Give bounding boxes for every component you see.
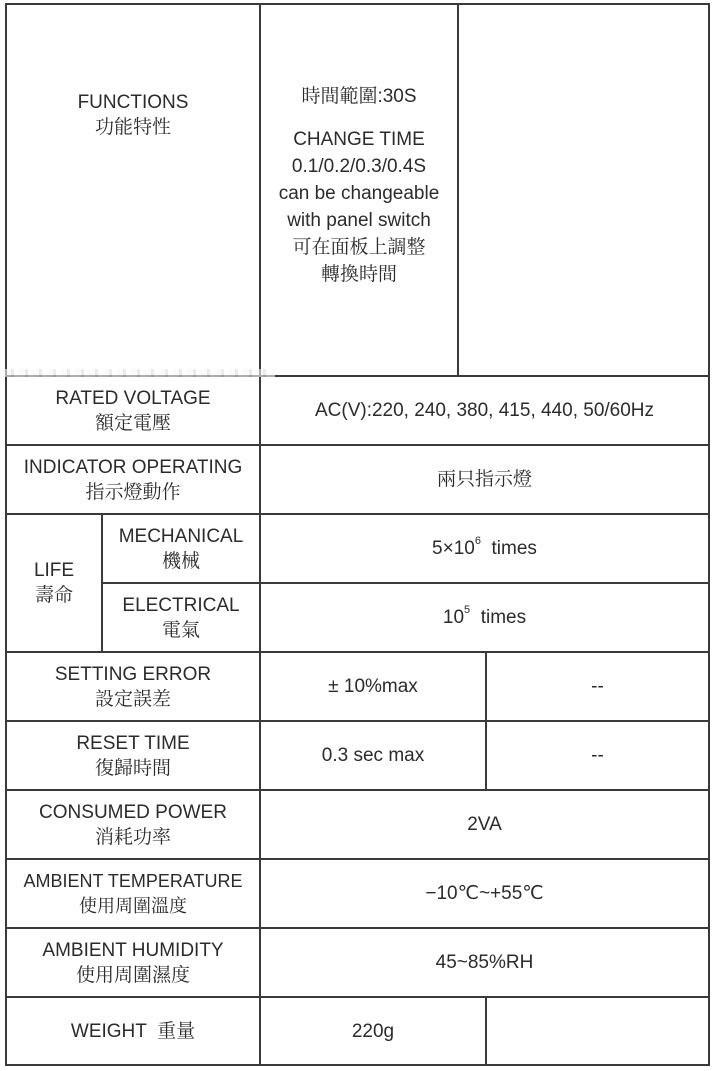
- electrical-unit: times: [480, 607, 527, 628]
- ambient-humidity-label-en: AMBIENT HUMIDITY: [42, 939, 224, 961]
- consumed-power-label-zh: 消耗功率: [94, 826, 171, 848]
- setting-error-value: [261, 653, 485, 720]
- mechanical-base: 5×10: [432, 538, 475, 559]
- reset-time-value-2: [487, 722, 708, 789]
- rated-voltage-text: AC(V):220, 240, 380, 415, 440, 50/60Hz: [314, 400, 655, 421]
- mechanical-unit: times: [491, 538, 537, 559]
- weight-value-2: [487, 998, 708, 1064]
- reset-time-label: [7, 722, 259, 789]
- scan-artifact: [5, 369, 275, 377]
- mechanical-exponent: 6: [474, 534, 481, 547]
- setting-error-label-zh: 設定誤差: [94, 688, 171, 710]
- consumed-power-text: 2VA: [467, 814, 502, 835]
- indicator-label-zh: 指示燈動作: [85, 481, 181, 503]
- indicator-value: [261, 446, 708, 513]
- electrical-label-zh: 電氣: [161, 619, 200, 641]
- reset-time-text: 0.3 sec max: [321, 745, 425, 766]
- setting-error-text: ± 10%max: [328, 676, 418, 697]
- functions-note-zh-1: 可在面板上調整: [292, 237, 426, 258]
- weight-value: [261, 998, 485, 1064]
- life-label: [7, 515, 101, 651]
- indicator-text: 兩只指示燈: [436, 469, 532, 490]
- reset-time-text-2: --: [591, 745, 604, 766]
- life-label-en: LIFE: [33, 560, 75, 581]
- electrical-exponent: 5: [464, 603, 471, 616]
- indicator-label-en: INDICATOR OPERATING: [23, 456, 243, 478]
- setting-error-label-en: SETTING ERROR: [54, 663, 212, 685]
- functions-time-range: 時間範圍:30S: [301, 86, 417, 107]
- electrical-label-en: ELECTRICAL: [122, 594, 240, 616]
- consumed-power-label: [7, 791, 259, 858]
- functions-time-options: 0.1/0.2/0.3/0.4S: [291, 156, 427, 177]
- ambient-temperature-label-zh: 使用周圍溫度: [79, 895, 187, 916]
- functions-value: [261, 83, 457, 288]
- functions-note-2: with panel switch: [287, 210, 431, 231]
- reset-time-label-zh: 復歸時間: [94, 757, 171, 779]
- functions-change-time: CHANGE TIME: [293, 129, 425, 150]
- ambient-humidity-label-zh: 使用周圍濕度: [75, 964, 190, 986]
- reset-time-label-en: RESET TIME: [76, 732, 190, 754]
- mechanical-label-zh: 機械: [161, 550, 200, 572]
- ambient-temperature-text: −10℃~+55℃: [425, 883, 544, 904]
- ambient-temperature-value: [261, 860, 708, 927]
- ambient-temperature-label: [7, 860, 259, 927]
- indicator-label: [7, 446, 259, 513]
- functions-note-1: can be changeable: [278, 183, 440, 204]
- electrical-label: [103, 584, 259, 651]
- table-border-bottom: [5, 1064, 710, 1066]
- column-divider: [457, 3, 459, 376]
- spec-table: [5, 3, 710, 1066]
- mechanical-life-text: [432, 536, 537, 561]
- weight-label-text: WEIGHT 重量: [70, 1020, 196, 1042]
- ambient-temperature-label-en: AMBIENT TEMPERATURE: [23, 870, 243, 891]
- weight-text: 220g: [351, 1020, 395, 1042]
- setting-error-text-2: --: [591, 676, 604, 697]
- consumed-power-value: [261, 791, 708, 858]
- setting-error-value-2: [487, 653, 708, 720]
- reset-time-value: [261, 722, 485, 789]
- electrical-life-text: [443, 605, 526, 630]
- ambient-humidity-label: [7, 929, 259, 996]
- mechanical-label: [103, 515, 259, 582]
- rated-voltage-label-en: RATED VOLTAGE: [55, 387, 211, 409]
- weight-label: [7, 998, 259, 1064]
- life-label-zh: 壽命: [34, 585, 73, 606]
- ambient-humidity-text: 45~85%RH: [435, 952, 534, 973]
- table-border-right: [708, 3, 710, 1066]
- functions-note-zh-2: 轉換時間: [320, 264, 397, 285]
- setting-error-label: [7, 653, 259, 720]
- functions-label-zh: 功能特性: [94, 117, 171, 138]
- mechanical-life-value: [261, 515, 708, 582]
- electrical-life-value: [261, 584, 708, 651]
- rated-voltage-label: [7, 377, 259, 444]
- ambient-humidity-value: [261, 929, 708, 996]
- electrical-base: 10: [442, 607, 465, 628]
- consumed-power-label-en: CONSUMED POWER: [39, 801, 227, 823]
- mechanical-label-en: MECHANICAL: [118, 525, 244, 547]
- functions-label: [7, 5, 259, 225]
- rated-voltage-value: [261, 377, 708, 444]
- rated-voltage-label-zh: 額定電壓: [94, 412, 171, 434]
- functions-label-en: FUNCTIONS: [77, 92, 189, 113]
